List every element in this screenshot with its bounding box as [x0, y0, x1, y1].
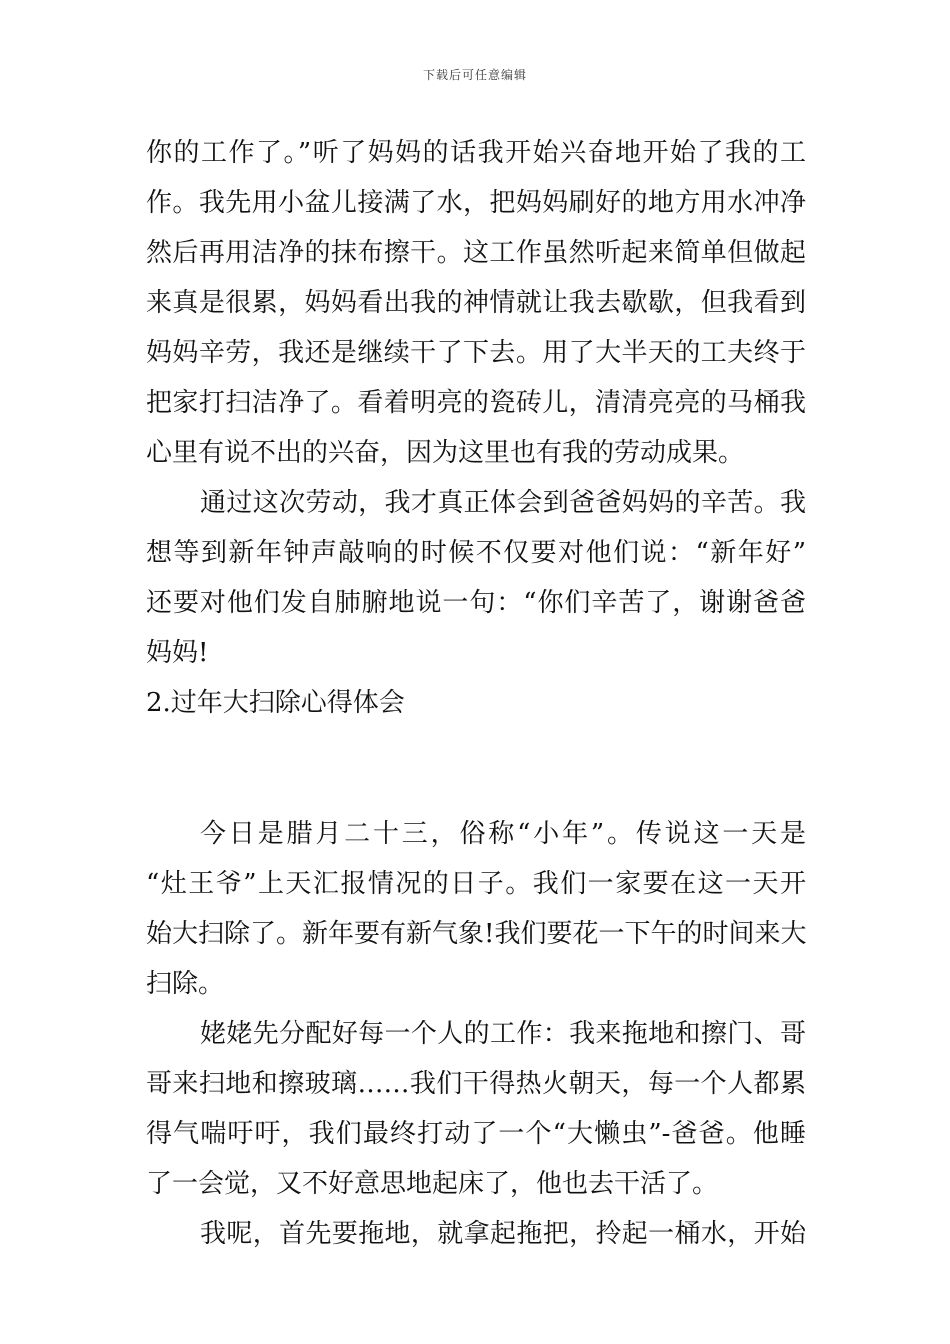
- paragraph-4: [146, 1009, 806, 1209]
- text-line: 来真是很累，妈妈看出我的神情就让我去歇歇，但我看到: [146, 288, 806, 318]
- text-line: 把家打扫洁净了。看着明亮的瓷砖儿，清清亮亮的马桶我: [146, 388, 806, 418]
- text-line: 妈妈辛劳，我还是继续干了下去。用了大半天的工夫终于: [146, 338, 806, 368]
- text-line: 哥来扫地和擦玻璃……我们干得热火朝天，每一个人都累: [146, 1069, 806, 1099]
- text-line: 想等到新年钟声敲响的时候不仅要对他们说：“新年好”: [146, 538, 806, 568]
- paragraph-1: [146, 128, 806, 478]
- text-line: 始大扫除了。新年要有新气象!我们要花一下午的时间来大: [146, 919, 807, 949]
- text-line: 今日是腊月二十三，俗称“小年”。传说这一天是: [200, 819, 806, 849]
- spacer: [146, 728, 806, 809]
- text-line: “灶王爷”上天汇报情况的日子。我们一家要在这一天开: [146, 869, 806, 899]
- paragraph-3: [146, 809, 806, 1009]
- paragraph-5: [146, 1209, 806, 1259]
- text-line: 心里有说不出的兴奋，因为这里也有我的劳动成果。: [146, 438, 745, 468]
- text-line: 我呢，首先要拖地，就拿起拖把，拎起一桶水，开始: [200, 1219, 806, 1249]
- text-line: 作。我先用小盆儿接满了水，把妈妈刷好的地方用水冲净: [146, 188, 806, 218]
- text-line: 得气喘吁吁，我们最终打动了一个“大懒虫”-爸爸。他睡: [146, 1119, 806, 1149]
- header-note: 下载后可任意编辑: [422, 68, 527, 82]
- text-line: 了一会觉，又不好意思地起床了，他也去干活了。: [146, 1169, 719, 1199]
- text-line: 姥姥先分配好每一个人的工作：我来拖地和擦门、哥: [200, 1019, 806, 1049]
- text-line: 通过这次劳动，我才真正体会到爸爸妈妈的辛苦。我: [200, 488, 806, 518]
- text-line: 妈妈!: [146, 638, 209, 668]
- text-line: 扫除。: [146, 969, 225, 999]
- section-title: 2.过年大扫除心得体会: [146, 688, 405, 718]
- text-line: 然后再用洁净的抹布擦干。这工作虽然听起来简单但做起: [146, 238, 806, 268]
- paragraph-2: [146, 478, 806, 678]
- text-line: 你的工作了。”听了妈妈的话我开始兴奋地开始了我的工: [146, 138, 806, 168]
- document-body: [146, 128, 806, 1259]
- text-line: 还要对他们发自肺腑地说一句：“你们辛苦了，谢谢爸爸: [146, 588, 806, 618]
